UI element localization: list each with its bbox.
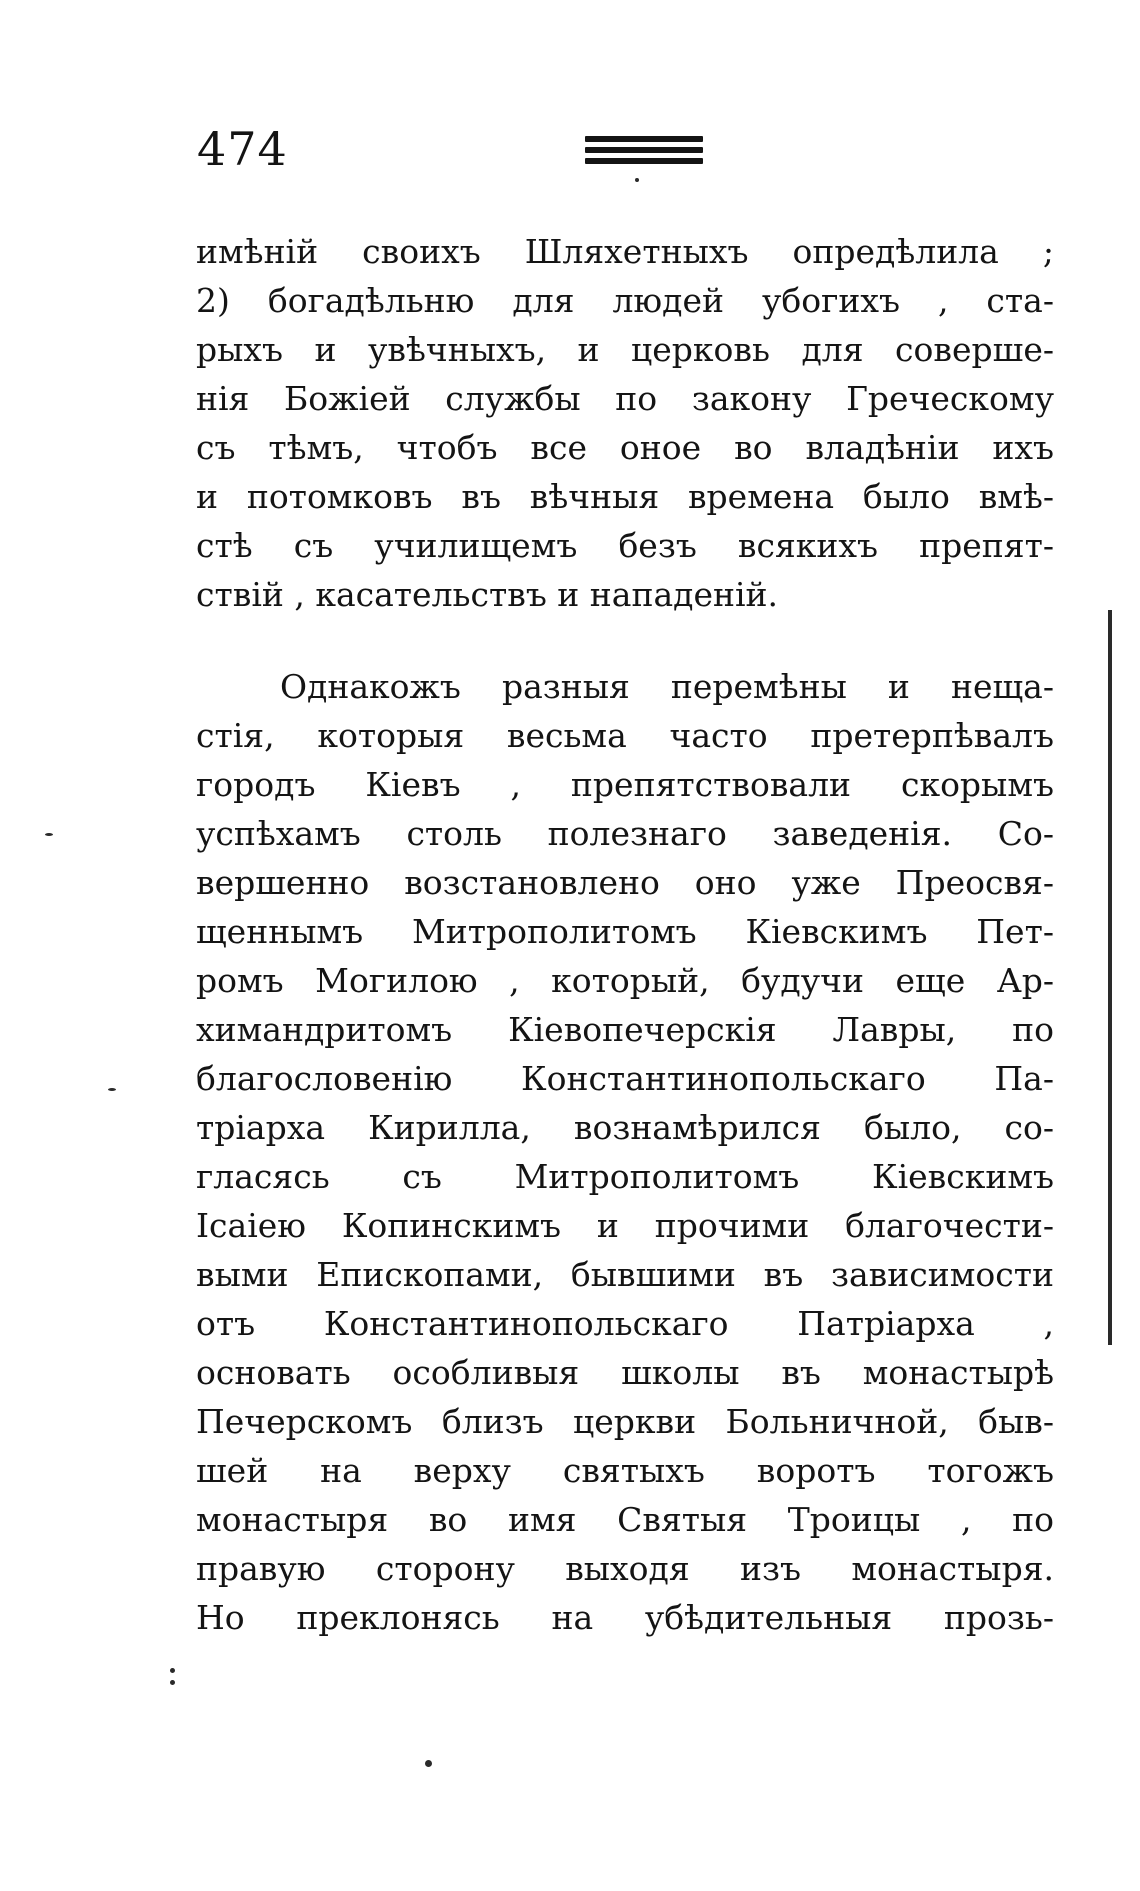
- page-edge-shadow: [1108, 610, 1112, 1345]
- text-line: химандритомъ Кіевопечерскія Лавры, по: [196, 1010, 1054, 1049]
- text-line: Печерскомъ близъ церкви Больничной, быв-: [196, 1402, 1054, 1441]
- text-line: гласясь съ Митрополитомъ Кіевскимъ: [196, 1157, 1054, 1196]
- text-line: 2) богадѣльню для людей убогихъ , ста-: [196, 281, 1054, 320]
- text-line: нія Божіей службы по закону Греческому: [196, 379, 1054, 418]
- text-line: основать особливыя школы въ монастырѣ: [196, 1353, 1054, 1392]
- text-line: Однакожъ разныя перемѣны и нещa-: [280, 667, 1054, 706]
- text-line: Но преклонясь на убѣдительныя прозь-: [196, 1598, 1054, 1637]
- paper-speck: [170, 1680, 175, 1685]
- text-line: съ тѣмъ, чтобъ все оное во владѣніи ихъ: [196, 428, 1054, 467]
- text-line: шей на верху святыхъ воротъ тогожъ: [196, 1451, 1054, 1490]
- text-line: имѣній своихъ Шляхетныхъ опредѣлила ;: [196, 232, 1054, 271]
- text-line: рыхъ и увѣчныхъ, и церковь для соверше-: [196, 330, 1054, 369]
- text-line: ствій , касательствъ и нападеній.: [196, 575, 779, 614]
- paper-speck: [45, 833, 53, 836]
- paper-speck: [425, 1760, 432, 1767]
- ornament-rule: [585, 147, 703, 153]
- text-line: Ісаіею Копинскимъ и прочими благочести-: [196, 1206, 1054, 1245]
- text-line: и потомковъ въ вѣчныя времена было вмѣ-: [196, 477, 1054, 516]
- text-line: успѣхамъ столь полезнаго заведенія. Со-: [196, 814, 1054, 853]
- paper-speck: [108, 1088, 116, 1091]
- paper-speck: [170, 1668, 175, 1673]
- paragraph-2: [196, 662, 1054, 1642]
- text-line: монастыря во имя Святыя Троицы , по: [196, 1500, 1054, 1539]
- text-line: правую сторону выходя изъ монастыря.: [196, 1549, 1054, 1588]
- paragraph-1: [196, 227, 1054, 619]
- text-line: отъ Константинопольскаго Патріарха ,: [196, 1304, 1054, 1343]
- ornament-rule: [585, 158, 703, 164]
- page-number: 474: [197, 122, 288, 176]
- paper-speck: [635, 178, 639, 182]
- text-line: стія, которыя весьма часто претерпѣвалъ: [196, 716, 1054, 755]
- text-line: ромъ Могилою , который, будучи еще Ар-: [196, 961, 1054, 1000]
- text-line: городъ Кіевъ , препятствовали скорымъ: [196, 765, 1054, 804]
- text-line: щеннымъ Митрополитомъ Кіевскимъ Пет-: [196, 912, 1054, 951]
- text-line: тріарха Кирилла, вознамѣрился было, со-: [196, 1108, 1054, 1147]
- text-line: благословенію Константинопольскаго Па-: [196, 1059, 1054, 1098]
- header-ornament: [585, 136, 703, 169]
- text-line: вершенно возстановлено оно уже Преосвя-: [196, 863, 1054, 902]
- text-line: стѣ съ училищемъ безъ всякихъ препят-: [196, 526, 1054, 565]
- text-line: выми Епископами, бывшими въ зависимости: [196, 1255, 1054, 1294]
- ornament-rule: [585, 136, 703, 142]
